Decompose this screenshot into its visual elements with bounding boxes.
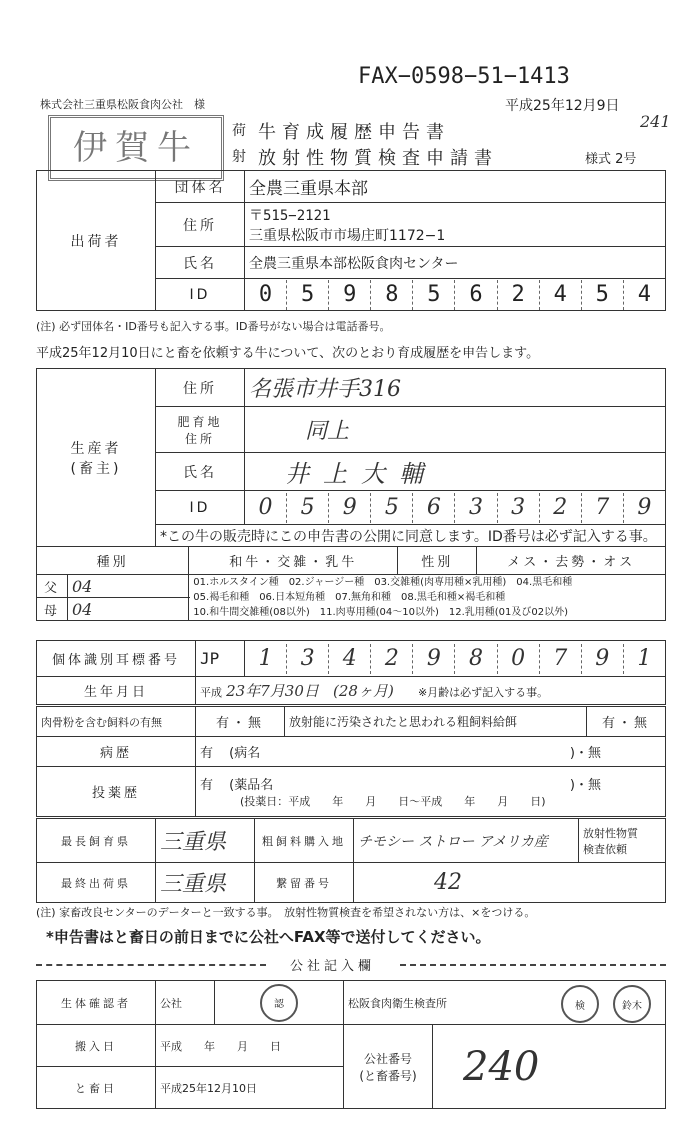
consent-note: *この牛の販売時にこの申告書の公開に同意します。ID番号は必ず記入する事。 [156,525,666,547]
mother-label: 母 [37,598,68,621]
age-months: (28ヶ月) [333,682,394,700]
last-value: 三重県 [156,863,255,903]
divider-left [36,964,266,966]
note-data: (注) 家畜改良センターのデーターと一致する事。 放射性物質検査を希望されない方は、×をつける。 [36,906,536,919]
inspector-stamp: 鈴木 [613,985,651,1023]
producer-address: 名張市井手316 [245,369,666,407]
shipper-section: 出荷者 [37,171,156,311]
company-number-label: 公社番号 (と畜番号) [344,1025,433,1109]
name-label: 氏名 [156,247,245,279]
medication-choice: 有 [200,778,214,793]
title-line2: 放射性物質検査申請書 [258,148,498,169]
ear-tag-digits: 1 3 4 2 9 8 0 7 9 1 [245,644,665,674]
father-label: 父 [37,575,68,598]
rough-feed-label: 放射能に汚染されたと思われる粗飼料給餌 [285,707,587,737]
confirm-label: 生体確認者 [37,981,156,1025]
form-number: 様式 2号 [585,152,637,167]
farm-label: 肥育地 住所 [156,407,245,453]
form-date: 平成25年12月9日 [505,98,620,114]
title-line1: 牛育成履歴申告書 [258,122,450,143]
address-label: 住所 [156,203,245,247]
inspection-office: 松阪食肉衛生検査所 [348,996,447,1010]
serial-value: 42 [354,863,666,903]
date-note: 241 [640,112,671,131]
breed-options: 和牛・交雑・乳牛 [189,547,398,575]
medication-name: (薬品名 [229,778,274,793]
producer-name-label: 氏名 [156,453,245,491]
divider-right [400,964,666,966]
company-number: 240 [433,1025,666,1109]
office-section: 公社記入欄 [290,959,376,974]
shipper-name: 全農三重県本部松阪食肉センター [245,247,666,279]
mother-code: 04 [68,598,189,621]
fax-number: FAX−0598−51−1413 [358,64,570,89]
office-table [36,980,666,1109]
breed-codes-3: 10.和牛間交雑種(08以外) 11.肉専用種(04〜10以外) 12.乳用種(01及び02以外) [193,607,569,618]
zip-code: 〒515−2121 [249,207,331,224]
arrival-date: 平成 年 月 日 [156,1025,344,1067]
slaughter-label: と畜日 [37,1067,156,1109]
farm-address: 同上 [245,407,666,453]
rough-buy-value: チモシー ストロー アメリカ産 [354,819,579,863]
org-value: 全農三重県本部 [245,171,666,203]
region-table [36,818,666,903]
serial-label: 繋留番号 [255,863,354,903]
breed-label: 種別 [37,547,189,575]
feed-table [36,706,666,737]
producer-name: 井上大輔 [245,453,666,491]
age-note: ※月齢は必ず記入する事。 [417,686,549,699]
birth-date: 23年7月30日 [226,682,319,700]
breed-codes-2: 05.褐毛和種 06.日本短角種 07.無角和種 08.黒毛和種×褐毛和種 [193,592,506,603]
inspection-request: 放射性物質 検査依頼 [579,819,666,863]
breed-codes-1: 01.ホルスタイン種 02.ジャージー種 03.交雑種(肉専用種×乳用種) 04.黒毛和種 [193,577,573,588]
producer-table [36,368,666,547]
inspection-stamp: 検 [561,985,599,1023]
confirm-company: 公社 [156,981,215,1025]
confirm-stamp: 認 [260,984,298,1022]
disease-choice: 有 [200,746,214,761]
slaughter-date: 平成25年12月10日 [156,1067,344,1109]
father-code: 04 [68,575,189,598]
note-id: (注) 必ず団体名・ID番号も記入する事。ID番号がない場合は電話番号。 [36,320,391,333]
longest-value: 三重県 [156,819,255,863]
producer-section: 生産者 (畜主) [37,369,156,547]
breed-table [36,546,666,621]
disease-label: 病歴 [37,737,196,767]
sex-label: 性別 [398,547,477,575]
medication-period: (投薬日：平成 年 月 日〜平成 年 月 日) [240,795,546,808]
rough-feed-choice: 有・無 [587,707,666,737]
rough-buy-label: 粗飼料購入地 [255,819,354,863]
title-prefix-1: 荷 [232,123,246,139]
feed-choice: 有・無 [196,707,285,737]
sex-options: メス・去勢・オス [477,547,666,575]
disease-name: (病名 [229,746,261,761]
recipient: 株式会社三重県松阪食肉公社 様 [40,98,205,111]
longest-label: 最長飼育県 [37,819,156,863]
last-label: 最終出荷県 [37,863,156,903]
declaration: 平成25年12月10日にと畜を依頼する牛について、次のとおり育成履歴を申告します。 [36,346,540,361]
ear-tag-label: 個体識別耳標番号 [37,641,196,677]
shipper-id-digits: 0 5 9 8 5 6 2 4 5 4 [245,280,665,310]
birth-era: 平成 [200,686,222,699]
feed-label: 肉骨粉を含む飼料の有無 [37,707,196,737]
shipper-address: 三重県松阪市市場庄町1172−1 [249,227,446,244]
origin-seal: 伊賀牛 [48,115,224,181]
arrival-label: 搬入日 [37,1025,156,1067]
ear-tag-prefix: JP [196,641,245,677]
ear-tag-table [36,640,666,705]
shipper-table [36,170,666,311]
medication-none: )・無 [569,778,601,793]
producer-id-digits: 0 5 9 5 6 3 3 2 7 9 [245,493,665,523]
history-table [36,736,666,817]
title-prefix-2: 射 [232,149,246,165]
id-label: ID [156,279,245,311]
producer-address-label: 住所 [156,369,245,407]
fax-notice: *申告書はと畜日の前日までに公社へFAX等で送付してください。 [46,928,491,946]
medication-label: 投薬歴 [37,767,196,817]
producer-id-label: ID [156,491,245,525]
org-label: 団体名 [156,171,245,203]
disease-none: )・無 [569,746,601,761]
birth-label: 生年月日 [37,677,196,705]
